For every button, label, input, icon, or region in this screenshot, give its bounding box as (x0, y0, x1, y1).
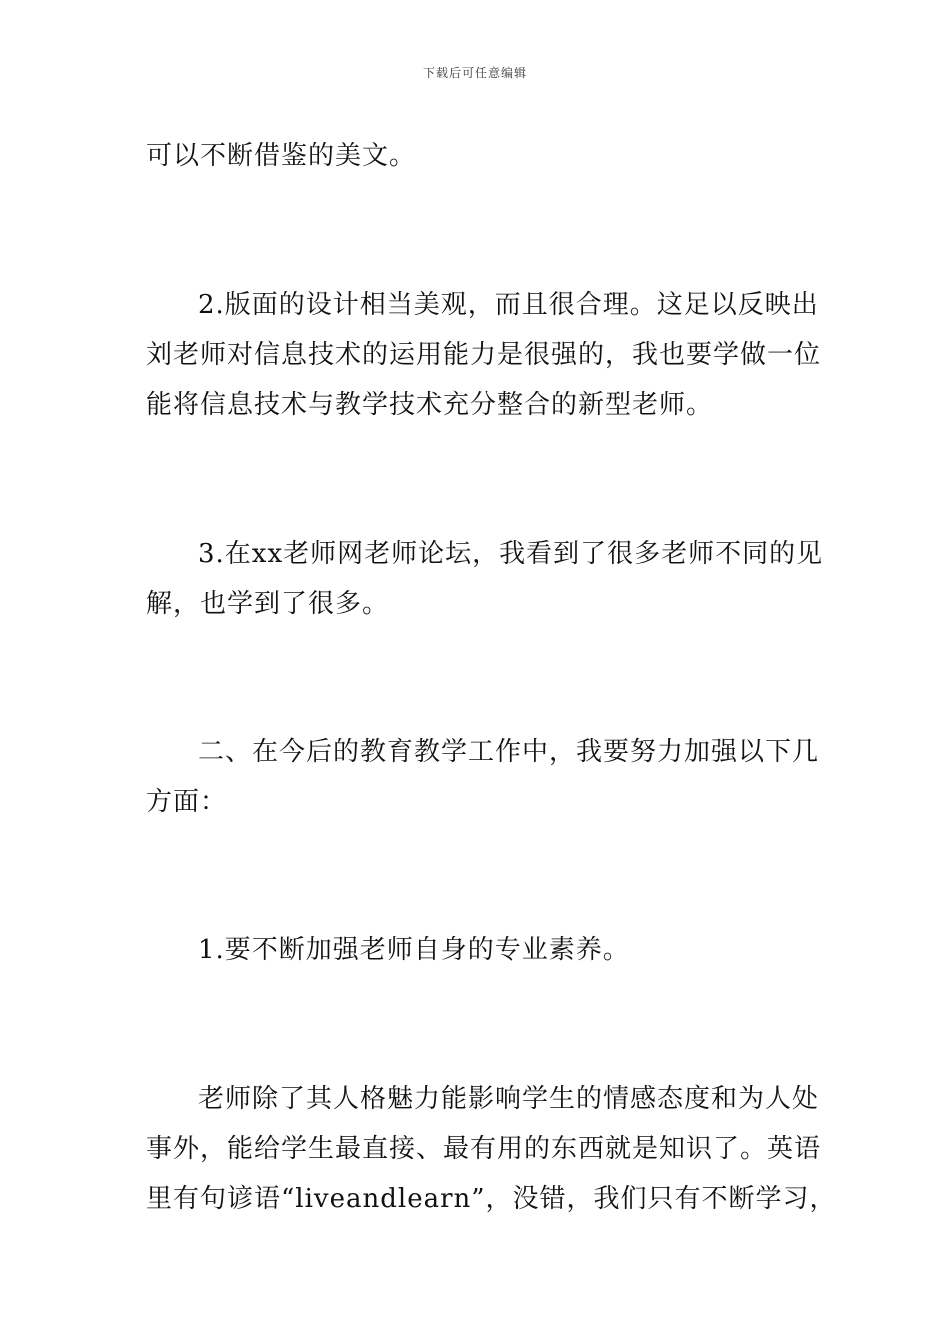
text-line: 解，也学到了很多。 (146, 589, 390, 619)
text-line: 方面： (146, 787, 228, 817)
text-line: 刘老师对信息技术的运用能力是很强的，我也要学做一位 (146, 340, 822, 370)
text-line: 可以不断借鉴的美文。 (146, 141, 417, 171)
page-header: 下载后可任意编辑 (422, 66, 527, 80)
text-line: 事外，能给学生最直接、最有用的东西就是知识了。英语 (146, 1134, 822, 1164)
text-line: 里有句谚语“liveandlearn”，没错，我们只有不断学习， (146, 1184, 837, 1214)
text-line: 2.版面的设计相当美观，而且很合理。这足以反映出 (198, 290, 819, 320)
text-line: 3.在xx老师网老师论坛，我看到了很多老师不同的见 (198, 539, 824, 569)
text-line: 二、在今后的教育教学工作中，我要努力加强以下几 (198, 737, 820, 767)
text-line: 1.要不断加强老师自身的专业素养。 (198, 935, 630, 965)
text-line: 老师除了其人格魅力能影响学生的情感态度和为人处 (198, 1084, 820, 1114)
text-line: 能将信息技术与教学技术充分整合的新型老师。 (146, 390, 714, 420)
